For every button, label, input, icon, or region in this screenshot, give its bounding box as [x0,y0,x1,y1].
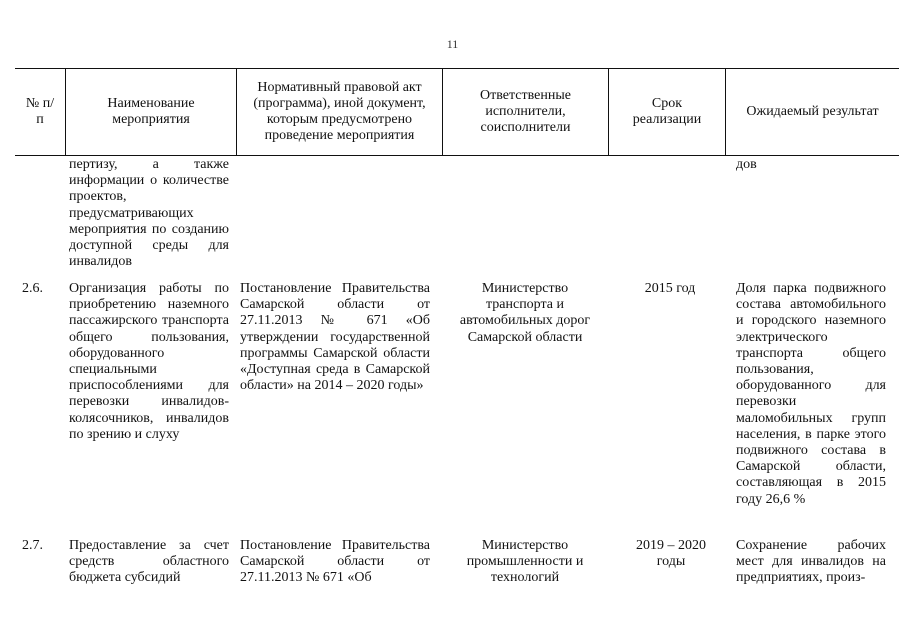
row-2-act: Постановление Правительства Самарской области от 27.11.2013 № 671 «Об [240,538,430,586]
header-result-text: Ожидаемый результат [746,104,879,119]
page-number: 11 [446,37,459,51]
row-1-term: 2015 год [644,281,696,296]
row-1-responsible: Министерство транспорта и автомобильных дорог Самарской области [459,281,591,345]
row-2-name: Предоставление за счет средств областного бюджета субсидий [69,538,229,586]
row-2-number: 2.7. [22,538,43,553]
header-responsible-text: Ответственные исполнители, соисполнители [480,88,571,135]
row-1-number: 2.6. [22,281,43,296]
header-cell-result [726,69,899,155]
row-0-result: дов [736,157,757,172]
header-cell-responsible [443,69,608,155]
header-cell-term [609,69,725,155]
header-act-text: Нормативный правовой акт (программа), иной документ, которым предусмотрено проведение мероприятия [253,80,426,143]
row-2-term: 2019 – 2020 годы [636,538,706,570]
header-cell-act [237,69,442,155]
header-number-text: № п/п [25,96,55,127]
row-2-result: Сохранение рабочих мест для инвалидов на предприятиях, произ- [736,538,886,586]
row-0-name: пертизу, а также информации о количестве проектов, предусматривающих мероприятия по созданию доступной среды для инвалидов [69,157,229,270]
row-1-name: Организация работы по приобретению наземного пассажирского транспорта общего пользования, оборудованного специальными приспособлениями для перевозки инвалидов-колясочников, инвалидов по зрению и слуху [69,281,229,442]
row-1-act: Постановление Правительства Самарской области от 27.11.2013 № 671 «Об утверждении государственной программы Самарской области «Доступная среда в Самарской области» на 2014 – 2020 годы» [240,281,430,394]
row-2-responsible: Министерство промышленности и технологий [466,538,584,586]
table-header [15,68,899,156]
header-cell-name [66,69,236,155]
header-cell-number [15,69,65,155]
header-term-text: Срок реализации [632,96,702,127]
header-name-text: Наименование мероприятия [107,96,195,127]
row-1-result: Доля парка подвижного состава автомобильного и городского наземного электрического транспорта общего пользования, оборудованного для перевозки маломобильных групп населения, в парке этого подвижного состава в Самарской области, составляющая в 2015 году 26,6 % [736,281,886,507]
